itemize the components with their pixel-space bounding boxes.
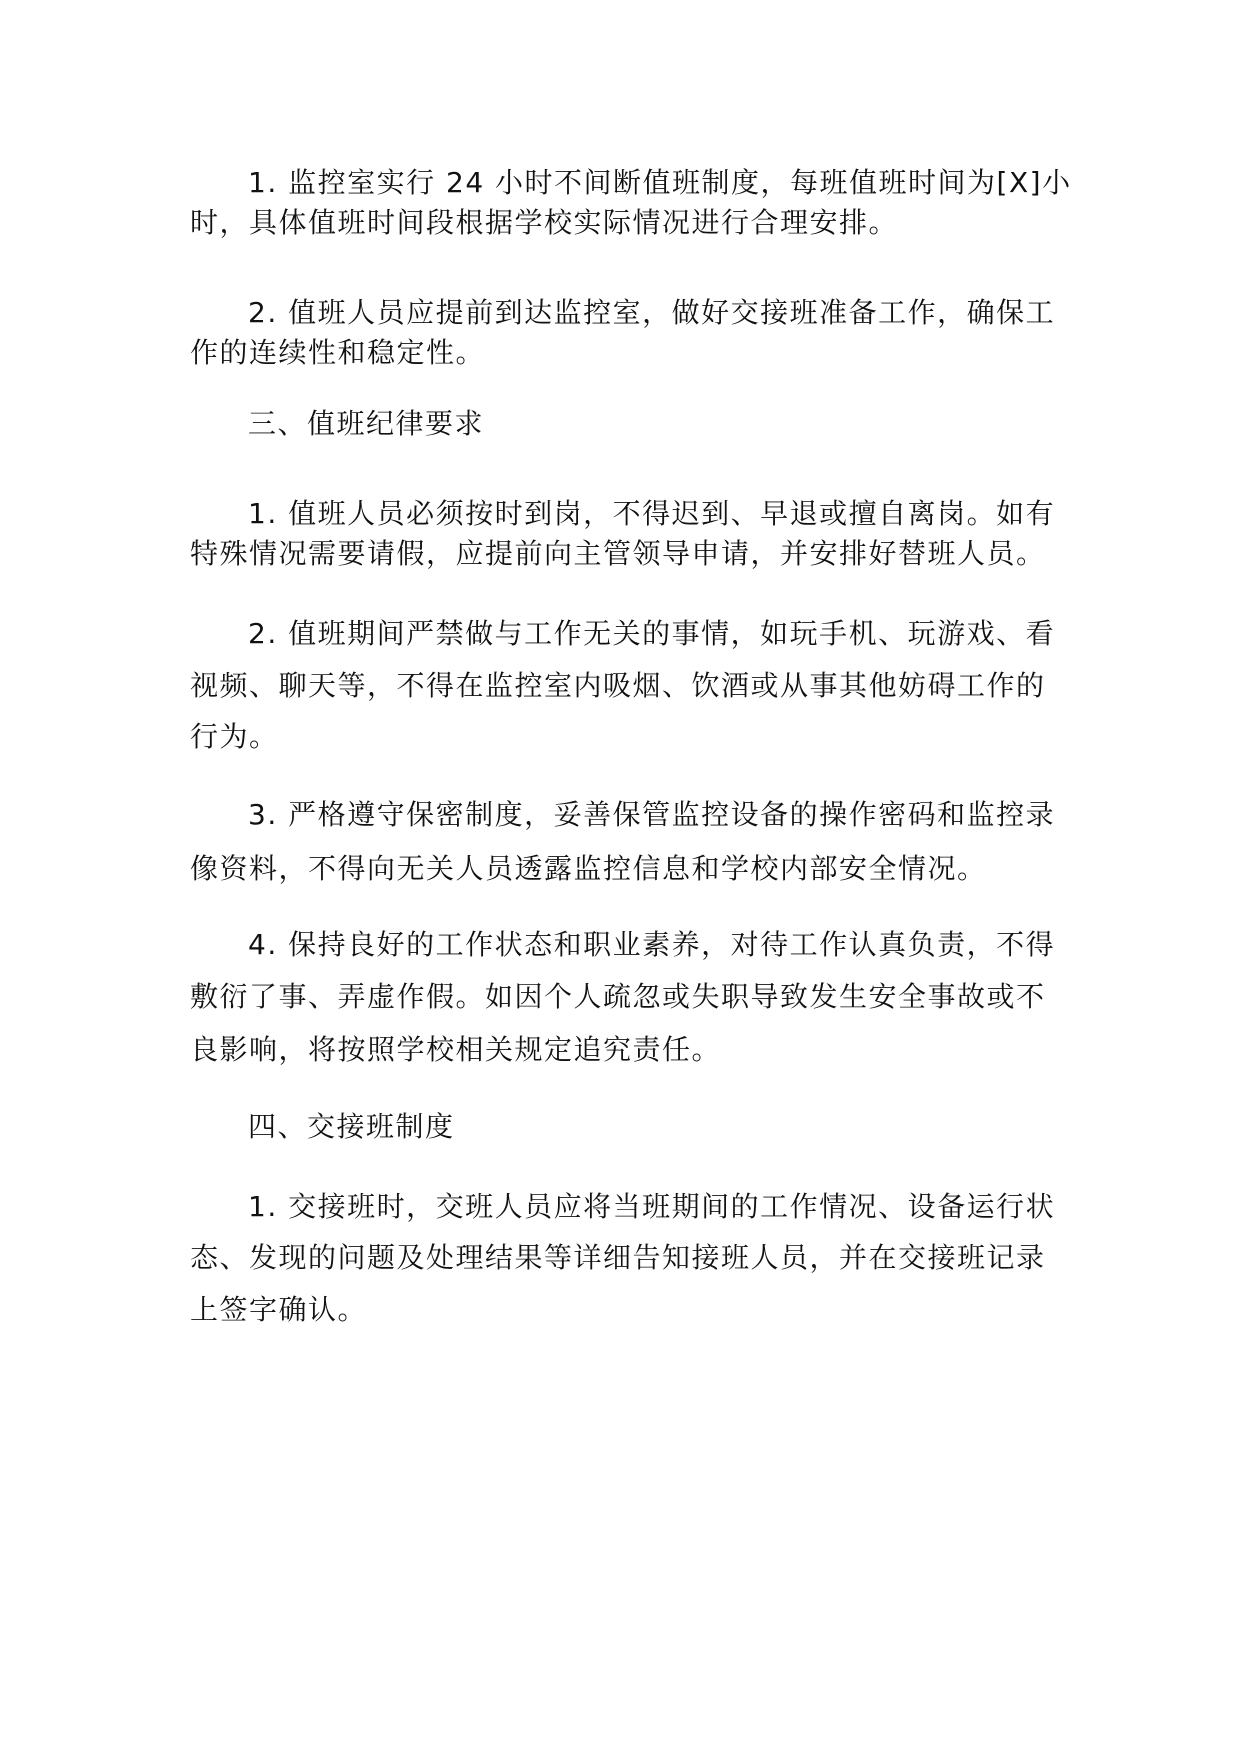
paragraph-7-line-2: 态、发现的问题及处理结果等详细告知接班人员，并在交接班记录 — [190, 1241, 1046, 1274]
paragraph-3-line-2: 特殊情况需要请假，应提前向主管领导申请，并安排好替班人员。 — [190, 537, 1046, 570]
paragraph-7-line-3: 上签字确认。 — [190, 1293, 368, 1326]
section-heading-3: 三、值班纪律要求 — [248, 407, 485, 440]
paragraph-2-line-1: 2. 值班人员应提前到达监控室，做好交接班准备工作，确保工 — [248, 296, 1056, 329]
section-heading-4: 四、交接班制度 — [248, 1110, 455, 1143]
paragraph-3-line-1: 1. 值班人员必须按时到岗，不得迟到、早退或擅自离岗。如有 — [248, 497, 1056, 530]
paragraph-2-line-2: 作的连续性和稳定性。 — [190, 336, 486, 369]
paragraph-7-line-1: 1. 交接班时，交班人员应将当班期间的工作情况、设备运行状 — [248, 1190, 1056, 1223]
paragraph-6-line-1: 4. 保持良好的工作状态和职业素养，对待工作认真负责，不得 — [248, 928, 1056, 961]
paragraph-5-line-1: 3. 严格遵守保密制度，妥善保管监控设备的操作密码和监控录 — [248, 798, 1056, 831]
paragraph-1-line-1: 1. 监控室实行 24 小时不间断值班制度，每班值班时间为[X]小 — [248, 166, 1072, 199]
paragraph-4-line-3: 行为。 — [190, 720, 279, 753]
paragraph-1-line-2: 时，具体值班时间段根据学校实际情况进行合理安排。 — [190, 206, 899, 239]
paragraph-4-line-1: 2. 值班期间严禁做与工作无关的事情，如玩手机、玩游戏、看 — [248, 617, 1056, 650]
paragraph-5-line-2: 像资料，不得向无关人员透露监控信息和学校内部安全情况。 — [190, 852, 987, 885]
paragraph-6-line-3: 良影响，将按照学校相关规定追究责任。 — [190, 1033, 722, 1066]
paragraph-4-line-2: 视频、聊天等，不得在监控室内吸烟、饮酒或从事其他妨碍工作的 — [190, 669, 1046, 702]
paragraph-6-line-2: 敷衍了事、弄虚作假。如因个人疏忽或失职导致发生安全事故或不 — [190, 980, 1046, 1013]
